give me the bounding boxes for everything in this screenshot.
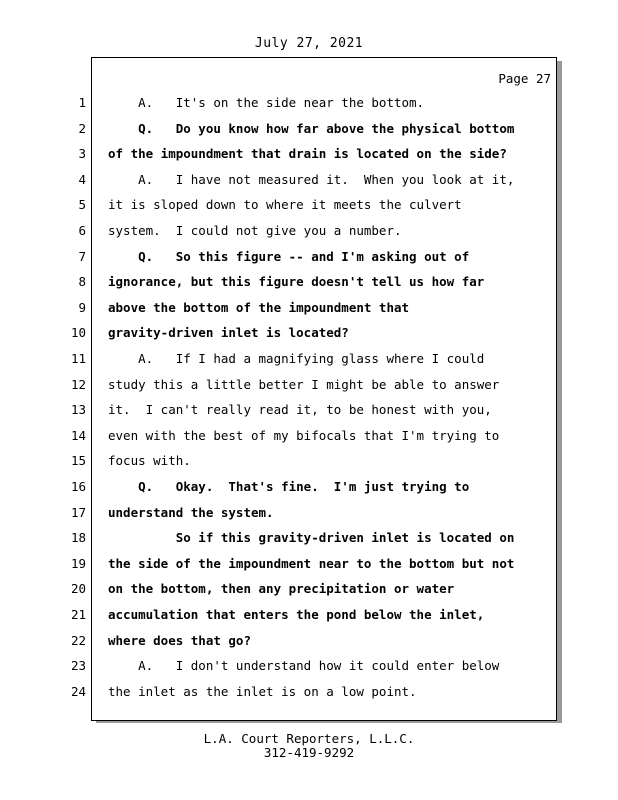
line-number: 17 [70, 504, 86, 520]
line-number: 22 [70, 632, 86, 648]
line-text: focus with. [108, 453, 191, 469]
transcript-line [0, 167, 618, 193]
line-number: 20 [70, 581, 86, 597]
line-text: even with the best of my bifocals that I'm trying to [108, 427, 500, 443]
line-number: 23 [70, 658, 86, 674]
line-number: 11 [70, 351, 86, 366]
footer-company: L.A. Court Reporters, L.L.C. [203, 731, 415, 746]
line-text: ignorance, but this figure doesn't tell us how far [108, 274, 485, 290]
transcript-line [0, 320, 618, 346]
line-number: 4 [78, 171, 86, 187]
line-text: So if this gravity-driven inlet is located on [108, 530, 515, 546]
line-text: it is sloped down to where it meets the culvert [108, 197, 462, 213]
footer [0, 732, 618, 760]
line-number: 14 [70, 427, 86, 443]
line-text: study this a little better I might be able to answer [108, 376, 500, 392]
line-text: it. I can't really read it, to be honest with you, [108, 402, 492, 418]
line-text: on the bottom, then any precipitation or water [108, 581, 455, 597]
transcript-line [0, 90, 618, 116]
line-number: 2 [78, 120, 86, 136]
line-text: A. It's on the side near the bottom. [108, 95, 425, 110]
transcript-line [0, 141, 618, 167]
line-text: system. I could not give you a number. [108, 223, 402, 238]
transcript-line [0, 192, 618, 218]
line-text: where does that go? [108, 632, 251, 648]
transcript-line [0, 628, 618, 654]
transcript-line [0, 116, 618, 142]
line-text: above the bottom of the impoundment that [108, 299, 410, 315]
line-number: 18 [70, 530, 86, 546]
transcript-line [0, 397, 618, 423]
transcript-line [0, 474, 618, 500]
page-number: Page 27 [498, 71, 551, 86]
line-number: 8 [78, 274, 86, 290]
line-text: Q. Do you know how far above the physical bottom [108, 120, 515, 136]
transcript-line [0, 269, 618, 295]
transcript-line [0, 500, 618, 526]
footer-phone: 312-419-9292 [263, 745, 355, 760]
transcript-line [0, 602, 618, 628]
line-number: 10 [70, 325, 86, 341]
transcript-date: July 27, 2021 [254, 36, 364, 51]
line-number: 15 [70, 453, 86, 469]
line-text: the inlet as the inlet is on a low point. [108, 683, 417, 699]
line-number: 12 [70, 376, 86, 392]
line-number: 19 [70, 555, 86, 571]
transcript-line [0, 372, 618, 398]
transcript-line [0, 679, 618, 705]
transcript-line [0, 551, 618, 577]
line-number: 24 [70, 683, 86, 699]
transcript-line [0, 244, 618, 270]
line-text: the side of the impoundment near to the bottom but not [108, 555, 515, 571]
line-number: 3 [78, 146, 86, 162]
transcript-line [0, 576, 618, 602]
line-number: 7 [78, 248, 86, 264]
transcript-line [0, 525, 618, 551]
line-number: 16 [70, 479, 86, 494]
line-text: gravity-driven inlet is located? [108, 325, 349, 341]
line-text: understand the system. [108, 504, 274, 520]
line-text: of the impoundment that drain is located on the side? [108, 146, 507, 162]
line-number: 21 [70, 607, 86, 622]
transcript-line [0, 295, 618, 321]
line-text: Q. So this figure -- and I'm asking out of [108, 248, 470, 264]
line-text: A. If I had a magnifying glass where I could [108, 351, 485, 366]
transcript-line [0, 448, 618, 474]
line-number: 6 [78, 223, 86, 238]
transcript-line [0, 653, 618, 679]
transcript-line [0, 423, 618, 449]
line-text: accumulation that enters the pond below the inlet, [108, 607, 485, 622]
transcript-line [0, 346, 618, 372]
line-text: A. I don't understand how it could enter below [108, 658, 500, 674]
transcript-line [0, 218, 618, 244]
line-number: 9 [78, 299, 86, 315]
line-number: 1 [78, 95, 86, 110]
line-text: A. I have not measured it. When you look at it, [108, 171, 515, 187]
line-text: Q. Okay. That's fine. I'm just trying to [108, 479, 470, 494]
line-number: 5 [78, 197, 86, 213]
line-number: 13 [70, 402, 86, 418]
